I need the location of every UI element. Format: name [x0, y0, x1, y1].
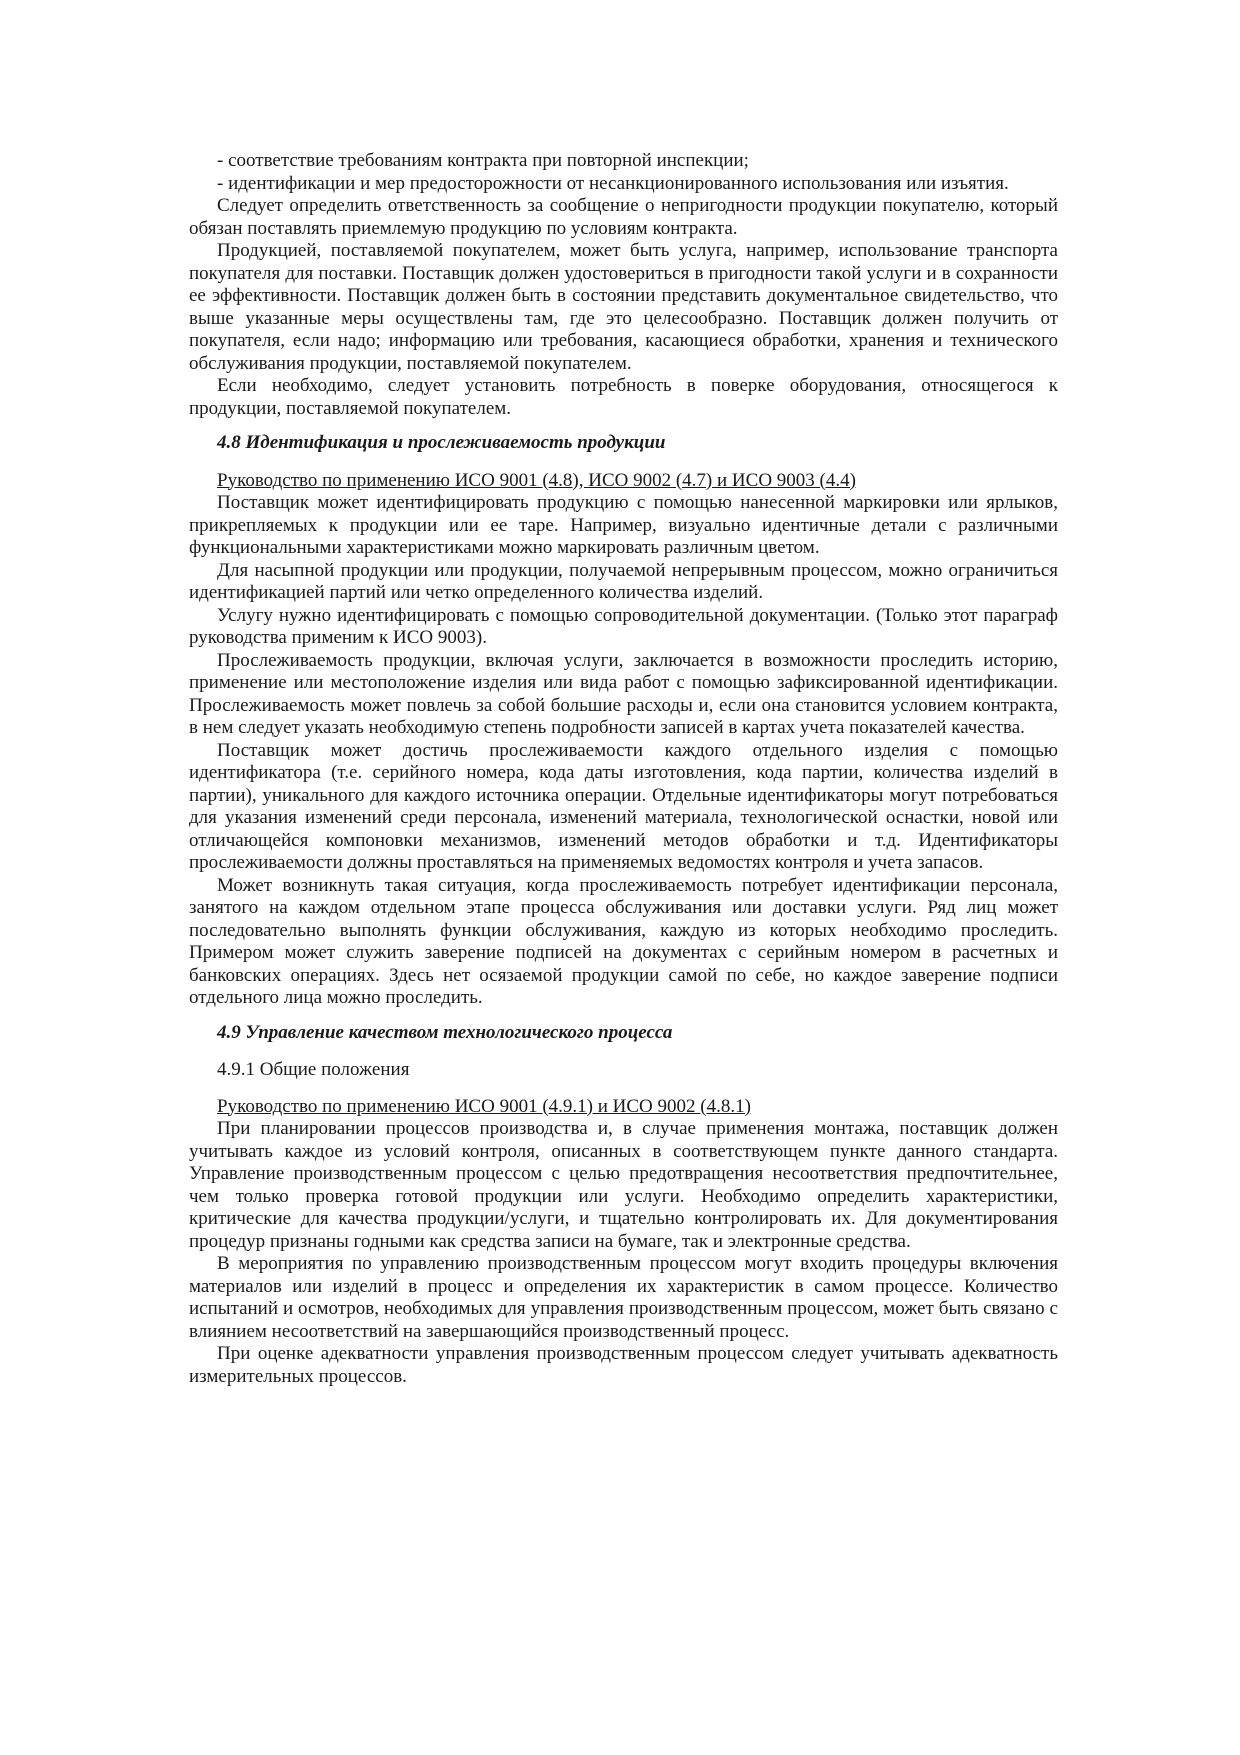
- paragraph: Поставщик может идентифицировать продукцию с помощью нанесенной маркировки или ярлыков, прикрепляемых к продукции или ее таре. Например, визуально идентичные детали с различными функциональными характеристиками можно маркировать различным цветом.: [189, 492, 1058, 558]
- paragraph: Поставщик может достичь прослеживаемости каждого отдельного изделия с помощью идентификатора (т.е. серийного номера, кода даты изготовления, кода партии, количества изделий в партии), уникального для каждого источника операции. Отдельные идентификаторы могут потребоваться для указания изменений среди персонала, изменений материала, технологической оснастки, новой или отличающейся компоновки механизмов, изменений методов обработки и т.д. Идентификаторы прослеживаемости должны проставляться на применяемых ведомостях контроля и учета запасов.: [189, 739, 1058, 873]
- paragraph: В мероприятия по управлению производственным процессом могут входить процедуры включения материалов или изделий в процесс и определения их характеристик в самом процессе. Количество испытаний и осмотров, необходимых для управления производственным процессом, может быть связано с влиянием несоответствий на завершающийся производственный процесс.: [189, 1253, 1058, 1342]
- list-item: - идентификации и мер предосторожности от несанкционированного использования или изъятия.: [217, 172, 1009, 194]
- list-item: - соответствие требованиям контракта при повторной инспекции;: [217, 150, 749, 171]
- paragraph: Услугу нужно идентифицировать с помощью сопроводительной документации. (Только этот параграф руководства применим к ИСО 9003).: [189, 604, 1058, 648]
- paragraph: Следует определить ответственность за сообщение о непригодности продукции покупателю, который обязан поставлять приемлемую продукцию по условиям контракта.: [189, 195, 1058, 239]
- document-page: [189, 150, 1058, 1388]
- paragraph: Может возникнуть такая ситуация, когда прослеживаемость потребует идентификации персонала, занятого на каждом отдельном этапе процесса обслуживания или доставки услуги. Ряд лиц может последовательно выполнять функции обслуживания, каждую из которых необходимо проследить. Примером может служить заверение подписей на документах с серийным номером в расчетных и банковских операциях. Здесь нет осязаемой продукции самой по себе, но каждое заверение подписи отдельного лица можно проследить.: [189, 874, 1058, 1008]
- paragraph: Продукцией, поставляемой покупателем, может быть услуга, например, использование транспорта покупателя для поставки. Поставщик должен удостовериться в пригодности такой услуги и в сохранности ее эффективности. Поставщик должен быть в состоянии представить документальное свидетельство, что выше указанные меры осуществлены там, где это целесообразно. Поставщик должен получить от покупателя, если надо; информацию или требования, касающиеся обработки, хранения и технического обслуживания продукции, поставляемой покупателем.: [189, 240, 1058, 374]
- paragraph: Если необходимо, следует установить потребность в поверке оборудования, относящегося к продукции, поставляемой покупателем.: [189, 375, 1058, 419]
- paragraph: При планировании процессов производства и, в случае применения монтажа, поставщик должен учитывать каждое из условий контроля, описанных в соответствующем пункте данного стандарта. Управление производственным процессом с целью предотвращения несоответствия предпочтительнее, чем только проверка готовой продукции или услуги. Необходимо определить характеристики, критические для качества продукции/услуги, и тщательно контролировать их. Для документирования процедур признаны годными как средства записи на бумаге, так и электронные средства.: [189, 1118, 1058, 1252]
- paragraph: Для насыпной продукции или продукции, получаемой непрерывным процессом, можно ограничиться идентификацией партий или четко определенного количества изделий.: [189, 559, 1058, 603]
- guide-reference-4-9: Руководство по применению ИСО 9001 (4.9.1) и ИСО 9002 (4.8.1): [217, 1095, 751, 1117]
- paragraph: Прослеживаемость продукции, включая услуги, заключается в возможности проследить историю, применение или местоположение изделия или вида работ с помощью зафиксированной идентификации. Прослеживаемость может повлечь за собой большие расходы и, если она становится условием контракта, в нем следует указать необходимую степень подробности записей в картах учета показателей качества.: [189, 649, 1058, 738]
- guide-reference-4-8: Руководство по применению ИСО 9001 (4.8), ИСО 9002 (4.7) и ИСО 9003 (4.4): [217, 469, 856, 491]
- subsection-heading-4-9-1: 4.9.1 Общие положения: [217, 1059, 410, 1080]
- paragraph: При оценке адекватности управления производственным процессом следует учитывать адекватность измерительных процессов.: [189, 1343, 1058, 1387]
- section-heading-4-8: 4.8 Идентификация и прослеживаемость продукции: [217, 432, 666, 453]
- section-heading-4-9: 4.9 Управление качеством технологического процесса: [217, 1021, 673, 1043]
